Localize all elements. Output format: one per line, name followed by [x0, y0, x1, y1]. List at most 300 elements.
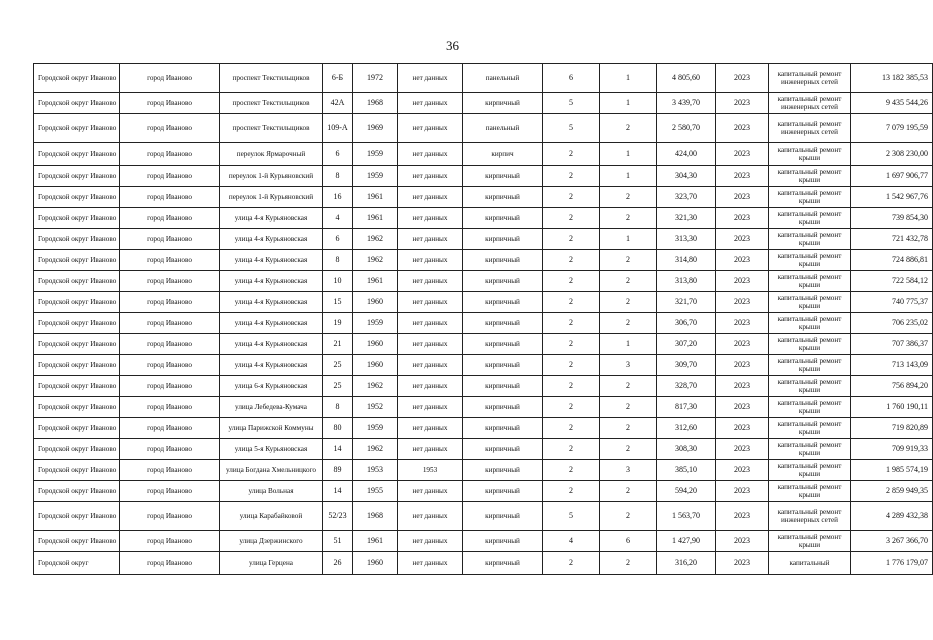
cost-cell: 740 775,37 [851, 292, 933, 313]
city-cell: город Иваново [120, 418, 220, 439]
build-year-cell: 1962 [353, 376, 398, 397]
build-year-cell: 1961 [353, 531, 398, 552]
build-year-cell: 1960 [353, 355, 398, 376]
wall-material-cell: кирпичный [463, 552, 543, 575]
street-cell: переулок Ярмарочный [220, 143, 323, 166]
reconstruction-year-cell: нет данных [398, 93, 463, 114]
district-cell: Городской округ Иваново [34, 93, 120, 114]
wall-material-cell: кирпичный [463, 292, 543, 313]
table-row [34, 114, 933, 143]
reconstruction-year-cell: нет данных [398, 250, 463, 271]
floors-cell: 5 [543, 93, 600, 114]
cost-cell: 4 289 432,38 [851, 502, 933, 531]
district-cell: Городской округ [34, 552, 120, 575]
house-number-cell: 25 [323, 376, 353, 397]
house-number-cell: 10 [323, 271, 353, 292]
wall-material-cell: кирпичный [463, 334, 543, 355]
plan-year-cell: 2023 [716, 334, 769, 355]
wall-material-cell: кирпичный [463, 313, 543, 334]
plan-year-cell: 2023 [716, 292, 769, 313]
house-number-cell: 16 [323, 187, 353, 208]
reconstruction-year-cell: нет данных [398, 439, 463, 460]
street-cell: проспект Текстильщиков [220, 93, 323, 114]
area-cell: 817,30 [657, 397, 716, 418]
house-number-cell: 6 [323, 143, 353, 166]
area-cell: 1 563,70 [657, 502, 716, 531]
area-cell: 594,20 [657, 481, 716, 502]
district-cell: Городской округ Иваново [34, 439, 120, 460]
city-cell: город Иваново [120, 93, 220, 114]
reconstruction-year-cell: нет данных [398, 271, 463, 292]
cost-cell: 1 760 190,11 [851, 397, 933, 418]
wall-material-cell: кирпичный [463, 271, 543, 292]
district-cell: Городской округ Иваново [34, 208, 120, 229]
district-cell: Городской округ Иваново [34, 334, 120, 355]
house-number-cell: 80 [323, 418, 353, 439]
street-cell: улица 4-я Курьяновская [220, 355, 323, 376]
housing-registry-table [33, 63, 933, 575]
entrances-cell: 2 [600, 439, 657, 460]
house-number-cell: 109-А [323, 114, 353, 143]
floors-cell: 5 [543, 502, 600, 531]
build-year-cell: 1955 [353, 481, 398, 502]
table-row [34, 143, 933, 166]
cost-cell: 7 079 195,59 [851, 114, 933, 143]
build-year-cell: 1959 [353, 313, 398, 334]
entrances-cell: 1 [600, 64, 657, 93]
table-row [34, 552, 933, 575]
work-type-cell: капитальный ремонт крыши [769, 208, 851, 229]
work-type-cell: капитальный ремонт инженерных сетей [769, 93, 851, 114]
plan-year-cell: 2023 [716, 552, 769, 575]
floors-cell: 2 [543, 552, 600, 575]
work-type-cell: капитальный ремонт крыши [769, 355, 851, 376]
street-cell: улица 4-я Курьяновская [220, 250, 323, 271]
reconstruction-year-cell: нет данных [398, 208, 463, 229]
entrances-cell: 2 [600, 250, 657, 271]
house-number-cell: 89 [323, 460, 353, 481]
build-year-cell: 1962 [353, 229, 398, 250]
cost-cell: 3 267 366,70 [851, 531, 933, 552]
house-number-cell: 42А [323, 93, 353, 114]
work-type-cell: капитальный ремонт крыши [769, 439, 851, 460]
wall-material-cell: панельный [463, 64, 543, 93]
cost-cell: 739 854,30 [851, 208, 933, 229]
area-cell: 1 427,90 [657, 531, 716, 552]
work-type-cell: капитальный ремонт крыши [769, 313, 851, 334]
build-year-cell: 1968 [353, 502, 398, 531]
work-type-cell: капитальный ремонт крыши [769, 531, 851, 552]
build-year-cell: 1961 [353, 271, 398, 292]
wall-material-cell: кирпичный [463, 481, 543, 502]
table-row [34, 250, 933, 271]
wall-material-cell: панельный [463, 114, 543, 143]
plan-year-cell: 2023 [716, 313, 769, 334]
city-cell: город Иваново [120, 355, 220, 376]
wall-material-cell: кирпичный [463, 208, 543, 229]
cost-cell: 1 985 574,19 [851, 460, 933, 481]
work-type-cell: капитальный ремонт крыши [769, 334, 851, 355]
area-cell: 323,70 [657, 187, 716, 208]
wall-material-cell: кирпичный [463, 460, 543, 481]
cost-cell: 2 859 949,35 [851, 481, 933, 502]
work-type-cell: капитальный ремонт крыши [769, 166, 851, 187]
floors-cell: 2 [543, 460, 600, 481]
city-cell: город Иваново [120, 143, 220, 166]
area-cell: 304,30 [657, 166, 716, 187]
entrances-cell: 2 [600, 187, 657, 208]
district-cell: Городской округ Иваново [34, 313, 120, 334]
street-cell: улица Карабайковой [220, 502, 323, 531]
table-row [34, 376, 933, 397]
work-type-cell: капитальный ремонт крыши [769, 418, 851, 439]
table-row [34, 460, 933, 481]
house-number-cell: 8 [323, 250, 353, 271]
house-number-cell: 14 [323, 439, 353, 460]
entrances-cell: 2 [600, 502, 657, 531]
cost-cell: 722 584,12 [851, 271, 933, 292]
floors-cell: 2 [543, 166, 600, 187]
build-year-cell: 1959 [353, 143, 398, 166]
work-type-cell: капитальный ремонт крыши [769, 187, 851, 208]
street-cell: проспект Текстильщиков [220, 64, 323, 93]
area-cell: 321,70 [657, 292, 716, 313]
build-year-cell: 1969 [353, 114, 398, 143]
entrances-cell: 2 [600, 292, 657, 313]
wall-material-cell: кирпичный [463, 93, 543, 114]
table-row [34, 313, 933, 334]
entrances-cell: 1 [600, 229, 657, 250]
floors-cell: 2 [543, 143, 600, 166]
plan-year-cell: 2023 [716, 502, 769, 531]
street-cell: улица Богдана Хмельницкого [220, 460, 323, 481]
plan-year-cell: 2023 [716, 93, 769, 114]
cost-cell: 756 894,20 [851, 376, 933, 397]
house-number-cell: 4 [323, 208, 353, 229]
table-row [34, 481, 933, 502]
house-number-cell: 21 [323, 334, 353, 355]
table-row [34, 93, 933, 114]
reconstruction-year-cell: нет данных [398, 552, 463, 575]
plan-year-cell: 2023 [716, 64, 769, 93]
cost-cell: 1 697 906,77 [851, 166, 933, 187]
area-cell: 316,20 [657, 552, 716, 575]
wall-material-cell: кирпичный [463, 439, 543, 460]
cost-cell: 1 776 179,07 [851, 552, 933, 575]
street-cell: улица Лебедева-Кумача [220, 397, 323, 418]
page-number: 36 [446, 38, 459, 53]
entrances-cell: 3 [600, 355, 657, 376]
street-cell: улица 6-я Курьяновская [220, 376, 323, 397]
build-year-cell: 1962 [353, 250, 398, 271]
area-cell: 308,30 [657, 439, 716, 460]
city-cell: город Иваново [120, 552, 220, 575]
city-cell: город Иваново [120, 64, 220, 93]
street-cell: улица 4-я Курьяновская [220, 208, 323, 229]
build-year-cell: 1961 [353, 208, 398, 229]
build-year-cell: 1953 [353, 460, 398, 481]
floors-cell: 2 [543, 355, 600, 376]
build-year-cell: 1961 [353, 187, 398, 208]
street-cell: улица 4-я Курьяновская [220, 334, 323, 355]
work-type-cell: капитальный ремонт крыши [769, 397, 851, 418]
table-row [34, 531, 933, 552]
entrances-cell: 2 [600, 376, 657, 397]
table-row [34, 229, 933, 250]
plan-year-cell: 2023 [716, 271, 769, 292]
plan-year-cell: 2023 [716, 460, 769, 481]
table-row [34, 64, 933, 93]
table-row [34, 439, 933, 460]
floors-cell: 2 [543, 208, 600, 229]
wall-material-cell: кирпичный [463, 229, 543, 250]
district-cell: Городской округ Иваново [34, 502, 120, 531]
reconstruction-year-cell: 1953 [398, 460, 463, 481]
reconstruction-year-cell: нет данных [398, 187, 463, 208]
entrances-cell: 6 [600, 531, 657, 552]
build-year-cell: 1959 [353, 166, 398, 187]
city-cell: город Иваново [120, 334, 220, 355]
plan-year-cell: 2023 [716, 166, 769, 187]
entrances-cell: 3 [600, 460, 657, 481]
house-number-cell: 15 [323, 292, 353, 313]
build-year-cell: 1952 [353, 397, 398, 418]
floors-cell: 2 [543, 313, 600, 334]
district-cell: Городской округ Иваново [34, 166, 120, 187]
area-cell: 328,70 [657, 376, 716, 397]
entrances-cell: 1 [600, 93, 657, 114]
district-cell: Городской округ Иваново [34, 114, 120, 143]
area-cell: 306,70 [657, 313, 716, 334]
cost-cell: 13 182 385,53 [851, 64, 933, 93]
entrances-cell: 1 [600, 334, 657, 355]
district-cell: Городской округ Иваново [34, 397, 120, 418]
house-number-cell: 8 [323, 166, 353, 187]
city-cell: город Иваново [120, 502, 220, 531]
work-type-cell: капитальный ремонт инженерных сетей [769, 502, 851, 531]
plan-year-cell: 2023 [716, 229, 769, 250]
district-cell: Городской округ Иваново [34, 187, 120, 208]
plan-year-cell: 2023 [716, 143, 769, 166]
work-type-cell: капитальный ремонт инженерных сетей [769, 64, 851, 93]
build-year-cell: 1959 [353, 418, 398, 439]
work-type-cell: капитальный ремонт крыши [769, 481, 851, 502]
wall-material-cell: кирпичный [463, 250, 543, 271]
district-cell: Городской округ Иваново [34, 292, 120, 313]
floors-cell: 2 [543, 397, 600, 418]
floors-cell: 2 [543, 418, 600, 439]
work-type-cell: капитальный ремонт крыши [769, 143, 851, 166]
plan-year-cell: 2023 [716, 355, 769, 376]
city-cell: город Иваново [120, 187, 220, 208]
house-number-cell: 6-Б [323, 64, 353, 93]
entrances-cell: 2 [600, 208, 657, 229]
street-cell: улица 4-я Курьяновская [220, 313, 323, 334]
street-cell: переулок 1-й Курьяновский [220, 187, 323, 208]
wall-material-cell: кирпичный [463, 166, 543, 187]
area-cell: 312,60 [657, 418, 716, 439]
work-type-cell: капитальный ремонт крыши [769, 376, 851, 397]
city-cell: город Иваново [120, 531, 220, 552]
house-number-cell: 6 [323, 229, 353, 250]
city-cell: город Иваново [120, 208, 220, 229]
wall-material-cell: кирпич [463, 143, 543, 166]
reconstruction-year-cell: нет данных [398, 376, 463, 397]
floors-cell: 5 [543, 114, 600, 143]
area-cell: 424,00 [657, 143, 716, 166]
reconstruction-year-cell: нет данных [398, 313, 463, 334]
reconstruction-year-cell: нет данных [398, 114, 463, 143]
table-row [34, 187, 933, 208]
district-cell: Городской округ Иваново [34, 250, 120, 271]
plan-year-cell: 2023 [716, 250, 769, 271]
area-cell: 307,20 [657, 334, 716, 355]
city-cell: город Иваново [120, 166, 220, 187]
table-body [34, 64, 933, 575]
reconstruction-year-cell: нет данных [398, 64, 463, 93]
plan-year-cell: 2023 [716, 481, 769, 502]
cost-cell: 9 435 544,26 [851, 93, 933, 114]
build-year-cell: 1972 [353, 64, 398, 93]
floors-cell: 2 [543, 334, 600, 355]
area-cell: 385,10 [657, 460, 716, 481]
plan-year-cell: 2023 [716, 418, 769, 439]
entrances-cell: 1 [600, 143, 657, 166]
build-year-cell: 1960 [353, 292, 398, 313]
street-cell: улица 4-я Курьяновская [220, 292, 323, 313]
cost-cell: 721 432,78 [851, 229, 933, 250]
area-cell: 3 439,70 [657, 93, 716, 114]
cost-cell: 1 542 967,76 [851, 187, 933, 208]
district-cell: Городской округ Иваново [34, 355, 120, 376]
work-type-cell: капитальный ремонт крыши [769, 292, 851, 313]
street-cell: улица 4-я Курьяновская [220, 271, 323, 292]
table-row [34, 397, 933, 418]
district-cell: Городской округ Иваново [34, 481, 120, 502]
cost-cell: 713 143,09 [851, 355, 933, 376]
house-number-cell: 26 [323, 552, 353, 575]
entrances-cell: 2 [600, 418, 657, 439]
street-cell: проспект Текстильщиков [220, 114, 323, 143]
build-year-cell: 1968 [353, 93, 398, 114]
cost-cell: 706 235,02 [851, 313, 933, 334]
area-cell: 314,80 [657, 250, 716, 271]
street-cell: улица Парижской Коммуны [220, 418, 323, 439]
table-row [34, 208, 933, 229]
cost-cell: 707 386,37 [851, 334, 933, 355]
work-type-cell: капитальный ремонт крыши [769, 229, 851, 250]
wall-material-cell: кирпичный [463, 418, 543, 439]
city-cell: город Иваново [120, 376, 220, 397]
floors-cell: 2 [543, 292, 600, 313]
work-type-cell: капитальный [769, 552, 851, 575]
reconstruction-year-cell: нет данных [398, 229, 463, 250]
cost-cell: 719 820,89 [851, 418, 933, 439]
area-cell: 309,70 [657, 355, 716, 376]
entrances-cell: 1 [600, 166, 657, 187]
reconstruction-year-cell: нет данных [398, 334, 463, 355]
district-cell: Городской округ Иваново [34, 460, 120, 481]
reconstruction-year-cell: нет данных [398, 502, 463, 531]
city-cell: город Иваново [120, 439, 220, 460]
work-type-cell: капитальный ремонт крыши [769, 460, 851, 481]
reconstruction-year-cell: нет данных [398, 166, 463, 187]
entrances-cell: 2 [600, 114, 657, 143]
wall-material-cell: кирпичный [463, 502, 543, 531]
work-type-cell: капитальный ремонт крыши [769, 271, 851, 292]
reconstruction-year-cell: нет данных [398, 481, 463, 502]
area-cell: 4 805,60 [657, 64, 716, 93]
table-row [34, 292, 933, 313]
district-cell: Городской округ Иваново [34, 531, 120, 552]
city-cell: город Иваново [120, 229, 220, 250]
floors-cell: 4 [543, 531, 600, 552]
floors-cell: 2 [543, 439, 600, 460]
plan-year-cell: 2023 [716, 187, 769, 208]
city-cell: город Иваново [120, 292, 220, 313]
floors-cell: 6 [543, 64, 600, 93]
table-row [34, 271, 933, 292]
house-number-cell: 14 [323, 481, 353, 502]
floors-cell: 2 [543, 271, 600, 292]
plan-year-cell: 2023 [716, 114, 769, 143]
street-cell: улица 5-я Курьяновская [220, 439, 323, 460]
wall-material-cell: кирпичный [463, 187, 543, 208]
district-cell: Городской округ Иваново [34, 143, 120, 166]
floors-cell: 2 [543, 250, 600, 271]
city-cell: город Иваново [120, 271, 220, 292]
area-cell: 321,30 [657, 208, 716, 229]
reconstruction-year-cell: нет данных [398, 143, 463, 166]
entrances-cell: 2 [600, 271, 657, 292]
cost-cell: 724 886,81 [851, 250, 933, 271]
entrances-cell: 2 [600, 481, 657, 502]
district-cell: Городской округ Иваново [34, 64, 120, 93]
city-cell: город Иваново [120, 313, 220, 334]
house-number-cell: 8 [323, 397, 353, 418]
table-row [34, 166, 933, 187]
entrances-cell: 2 [600, 397, 657, 418]
city-cell: город Иваново [120, 114, 220, 143]
district-cell: Городской округ Иваново [34, 418, 120, 439]
plan-year-cell: 2023 [716, 376, 769, 397]
district-cell: Городской округ Иваново [34, 376, 120, 397]
house-number-cell: 19 [323, 313, 353, 334]
plan-year-cell: 2023 [716, 397, 769, 418]
floors-cell: 2 [543, 376, 600, 397]
street-cell: улица Герцена [220, 552, 323, 575]
city-cell: город Иваново [120, 250, 220, 271]
table-row [34, 502, 933, 531]
area-cell: 313,30 [657, 229, 716, 250]
wall-material-cell: кирпичный [463, 376, 543, 397]
work-type-cell: капитальный ремонт инженерных сетей [769, 114, 851, 143]
floors-cell: 2 [543, 481, 600, 502]
work-type-cell: капитальный ремонт крыши [769, 250, 851, 271]
street-cell: улица 4-я Курьяновская [220, 229, 323, 250]
table-row [34, 334, 933, 355]
build-year-cell: 1962 [353, 439, 398, 460]
entrances-cell: 2 [600, 552, 657, 575]
reconstruction-year-cell: нет данных [398, 397, 463, 418]
street-cell: улица Вольная [220, 481, 323, 502]
house-number-cell: 52/23 [323, 502, 353, 531]
reconstruction-year-cell: нет данных [398, 531, 463, 552]
wall-material-cell: кирпичный [463, 531, 543, 552]
build-year-cell: 1960 [353, 552, 398, 575]
floors-cell: 2 [543, 229, 600, 250]
cost-cell: 709 919,33 [851, 439, 933, 460]
